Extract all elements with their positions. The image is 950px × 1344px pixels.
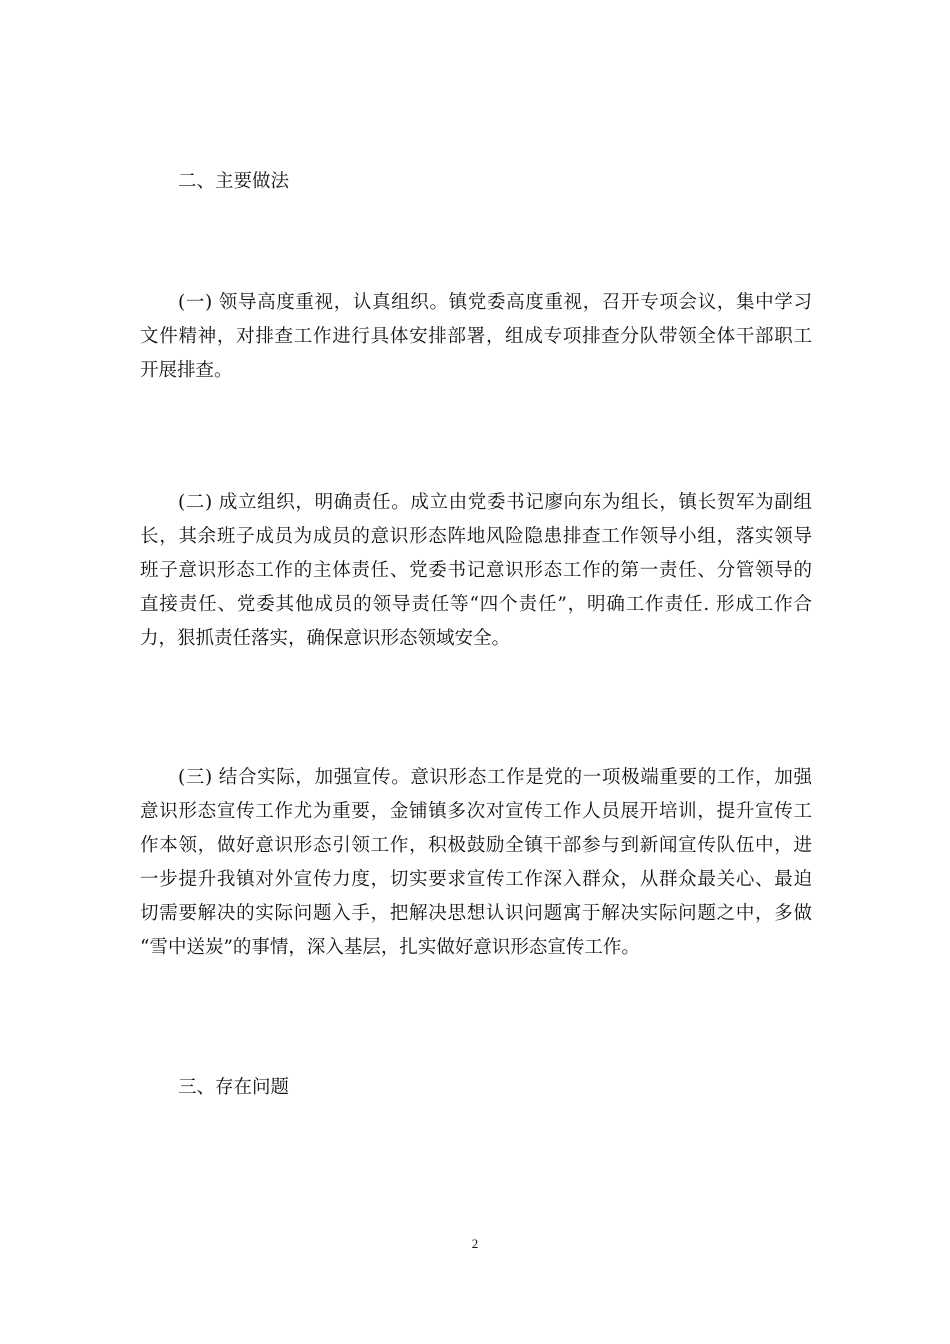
section-heading-main-practices: 二、主要做法 — [178, 171, 290, 192]
paragraph-line: 文件精神，对排查工作进行具体安排部署，组成专项排查分队带领全体干部职工 — [140, 326, 812, 347]
section-heading-existing-problems: 三、存在问题 — [178, 1077, 290, 1098]
paragraph-line: 意识形态宣传工作尤为重要，金铺镇多次对宣传工作人员展开培训，提升宣传工 — [140, 801, 812, 822]
paragraph-item-2 — [140, 486, 812, 656]
paragraph-line: 班子意识形态工作的主体责任、党委书记意识形态工作的第一责任、分管领导的 — [140, 560, 812, 581]
paragraph-line: 切需要解决的实际问题入手，把解决思想认识问题寓于解决实际问题之中，多做 — [140, 903, 812, 924]
paragraph-line: 作本领，做好意识形态引领工作，积极鼓励全镇干部参与到新闻宣传队伍中，进 — [140, 835, 812, 856]
paragraph-line: 直接责任、党委其他成员的领导责任等“四个责任”，明确工作责任. 形成工作合 — [140, 594, 812, 615]
paragraph-line: (一) 领导高度重视，认真组织。镇党委高度重视，召开专项会议，集中学习 — [178, 292, 812, 313]
paragraph-line: (二) 成立组织，明确责任。成立由党委书记廖向东为组长，镇长贺军为副组 — [178, 492, 812, 513]
page-number: 2 — [471, 1236, 479, 1251]
paragraph-line: 一步提升我镇对外宣传力度，切实要求宣传工作深入群众，从群众最关心、最迫 — [140, 869, 812, 890]
paragraph-line: 开展排查。 — [140, 360, 233, 381]
paragraph-line: 力，狠抓责任落实，确保意识形态领域安全。 — [140, 628, 511, 649]
paragraph-item-1 — [140, 286, 812, 388]
paragraph-item-3 — [140, 761, 812, 965]
paragraph-line: “雪中送炭”的事情，深入基层，扎实做好意识形态宣传工作。 — [140, 937, 640, 958]
paragraph-line: 长，其余班子成员为成员的意识形态阵地风险隐患排查工作领导小组，落实领导 — [140, 526, 812, 547]
paragraph-line: (三) 结合实际，加强宣传。意识形态工作是党的一项极端重要的工作，加强 — [178, 767, 812, 788]
